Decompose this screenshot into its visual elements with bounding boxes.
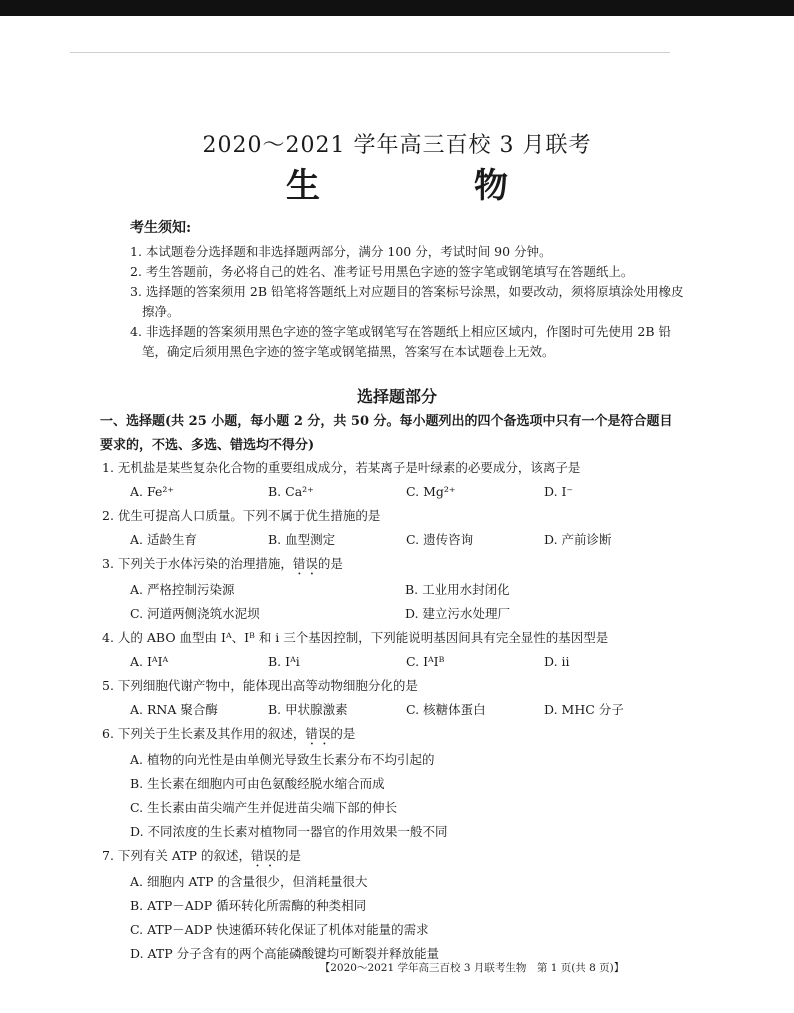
option-row — [102, 650, 682, 674]
page-rule — [70, 52, 670, 53]
option-c: C. 遗传咨询 — [406, 532, 474, 547]
option-row — [102, 578, 682, 602]
option-row — [102, 480, 682, 504]
option-a: A. 适龄生育 — [130, 532, 197, 547]
exam-title: 2020～2021 学年高三百校 3 月联考 — [202, 133, 592, 158]
question-7 — [102, 844, 682, 966]
option-d: D. I⁻ — [544, 484, 574, 499]
option-b: B. 生长素在细胞内可由色氨酸经脱水缩合而成 — [130, 776, 385, 791]
notice-item: 3. 选择题的答案须用 2B 铅笔将答题纸上对应题目的答案标号涂黑，如要改动，须将原填涂处用橡皮擦净。 — [130, 284, 684, 319]
stem-text: 3. 下列关于水体污染的治理措施， — [102, 556, 293, 571]
emphasis-mark: 错误 — [292, 556, 318, 571]
stem-text: 的是 — [317, 556, 343, 571]
option-d: D. 建立污水处理厂 — [405, 606, 511, 621]
option-b: B. 血型测定 — [268, 532, 336, 547]
emphasis-mark: 错误 — [305, 726, 331, 741]
stem-text: 的是 — [330, 726, 356, 741]
option-a: A. Fe²⁺ — [130, 484, 174, 499]
option-b: B. Ca²⁺ — [268, 484, 314, 499]
option-d: D. MHC 分子 — [544, 702, 624, 717]
subject-title: 生 物 — [286, 166, 568, 206]
section-title: 选择题部分 — [356, 387, 437, 406]
option-a: A. IᴬIᴬ — [130, 654, 169, 669]
stem-text: 的是 — [275, 848, 301, 863]
option-row — [102, 698, 682, 722]
option-row — [102, 602, 682, 626]
option-d: D. 产前诊断 — [544, 532, 612, 547]
option-c: C. IᴬIᴮ — [406, 654, 445, 669]
emphasis-mark: 错误 — [250, 848, 276, 863]
option-c: C. Mg²⁺ — [406, 484, 456, 499]
question-stem — [102, 844, 682, 870]
question-list — [102, 456, 682, 966]
question-stem: 2. 优生可提高人口质量。下列不属于优生措施的是 — [102, 508, 381, 523]
option-b: B. Iᴬi — [268, 654, 300, 669]
stem-text: 7. 下列有关 ATP 的叙述， — [102, 848, 251, 863]
question-3 — [102, 552, 682, 626]
question-2 — [102, 504, 682, 552]
question-1 — [102, 456, 682, 504]
scan-top-edge — [0, 0, 794, 16]
notice-item: 1. 本试题卷分选择题和非选择题两部分，满分 100 分，考试时间 90 分钟。 — [130, 244, 552, 259]
option-a: A. 植物的向光性是由单侧光导致生长素分布不均引起的 — [130, 752, 435, 767]
option-d: D. ii — [544, 654, 570, 669]
option-a: A. 严格控制污染源 — [130, 582, 235, 597]
option-d: D. 不同浓度的生长素对植物同一器官的作用效果一般不同 — [130, 824, 448, 839]
stem-text: 6. 下列关于生长素及其作用的叙述， — [102, 726, 306, 741]
option-d: D. ATP 分子含有的两个高能磷酸键均可断裂并释放能量 — [130, 946, 440, 961]
option-c: C. ATP－ADP 快速循环转化保证了机体对能量的需求 — [130, 922, 429, 937]
option-a: A. RNA 聚合酶 — [130, 702, 218, 717]
option-c: C. 河道两侧浇筑水泥坝 — [130, 606, 260, 621]
question-stem: 1. 无机盐是某些复杂化合物的重要组成成分，若某离子是叶绿素的必要成分，该离子是 — [102, 460, 581, 475]
notice-item: 2. 考生答题前，务必将自己的姓名、准考证号用黑色字迹的签字笔或钢笔填写在答题纸上。 — [130, 264, 634, 279]
part-header: 一、选择题(共 25 小题，每小题 2 分，共 50 分。每小题列出的四个备选项中只有一个是符合题目要求的，不选、多选、错选均不得分) — [100, 414, 673, 453]
question-stem: 4. 人的 ABO 血型由 Iᴬ、Iᴮ 和 i 三个基因控制，下列能说明基因间具有完全显性的基因型是 — [102, 630, 609, 645]
option-c: C. 生长素由苗尖端产生并促进苗尖端下部的伸长 — [130, 800, 398, 815]
question-stem — [102, 552, 682, 578]
question-stem — [102, 722, 682, 748]
option-a: A. 细胞内 ATP 的含量很少，但消耗量很大 — [130, 874, 368, 889]
question-5 — [102, 674, 682, 722]
exam-notice — [130, 218, 690, 362]
notice-item: 4. 非选择题的答案须用黑色字迹的签字笔或钢笔写在答题纸上相应区域内，作图时可先使用 2B 铅笔，确定后须用黑色字迹的签字笔或钢笔描黑，答案写在本试题卷上无效。 — [130, 324, 671, 359]
option-c: C. 核糖体蛋白 — [406, 702, 486, 717]
question-6 — [102, 722, 682, 844]
notice-title: 考生须知: — [130, 220, 192, 236]
question-stem: 5. 下列细胞代谢产物中，能体现出高等动物细胞分化的是 — [102, 678, 418, 693]
option-row — [102, 528, 682, 552]
option-b: B. 甲状腺激素 — [268, 702, 348, 717]
option-b: B. ATP－ADP 循环转化所需酶的种类相同 — [130, 898, 367, 913]
question-4 — [102, 626, 682, 674]
page-footer: 【2020～2021 学年高三百校 3 月联考生物 第 1 页(共 8 页)】 — [319, 962, 625, 974]
option-b: B. 工业用水封闭化 — [405, 582, 510, 597]
